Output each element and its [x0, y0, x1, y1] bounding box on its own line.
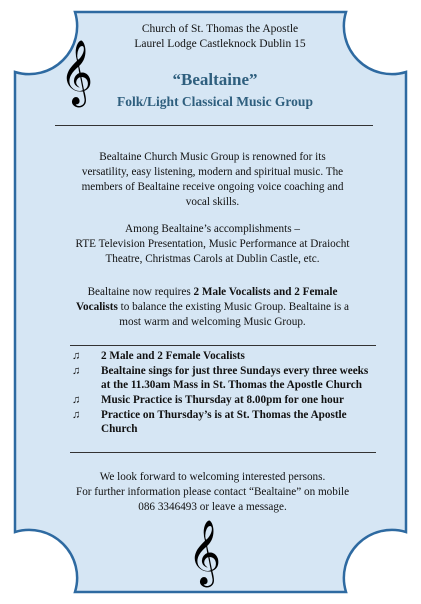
intro-line: versatility, easy listening, modern and spiritual music. The	[81, 166, 344, 178]
title-divider	[55, 125, 373, 126]
list-item	[68, 349, 378, 363]
church-name: Church of St. Thomas the Apostle	[141, 23, 299, 35]
requirement-line	[40, 300, 385, 315]
group-subtitle: Folk/Light Classical Music Group	[117, 94, 313, 109]
requirement-paragraph	[40, 285, 385, 330]
intro-line: members of Bealtaine receive ongoing voice coaching and	[81, 181, 344, 193]
list-item-text: 2 Male and 2 Female Vocalists	[101, 350, 245, 362]
intro-paragraph	[40, 150, 385, 210]
treble-clef-icon: 𝄞	[188, 520, 222, 585]
church-address: Laurel Lodge Castleknock Dublin 15	[134, 38, 306, 50]
accomplishments-line: Theatre, Christmas Carols at Dublin Castle, etc.	[105, 253, 320, 265]
intro-line: vocal skills.	[185, 196, 240, 208]
contact-paragraph	[40, 470, 385, 515]
list-divider-bottom	[70, 452, 376, 453]
requirement-lead: Bealtaine now requires	[87, 286, 194, 298]
accomplishments-line: RTE Television Presentation, Music Performance at Draiocht	[75, 238, 350, 250]
music-note-icon: ♫	[72, 394, 81, 406]
music-note-icon: ♫	[72, 409, 81, 421]
group-title: “Bealtaine”	[172, 70, 258, 89]
intro-line: Bealtaine Church Music Group is renowned for its	[99, 151, 326, 163]
requirement-highlight: 2 Male Vocalists and 2 Female	[193, 286, 338, 298]
music-note-icon: ♫	[72, 365, 81, 377]
requirement-line	[40, 285, 385, 300]
contact-line: We look forward to welcoming interested persons.	[99, 471, 326, 483]
list-item-text: Practice on Thursday’s is at St. Thomas the Apostle Church	[101, 409, 347, 435]
requirement-highlight: Vocalists	[75, 301, 118, 313]
list-item	[68, 393, 378, 407]
list-item	[68, 364, 378, 392]
list-item	[68, 408, 378, 436]
requirement-line: most warm and welcoming Music Group.	[119, 316, 306, 328]
list-item-text: Music Practice is Thursday at 8.00pm for one hour	[101, 394, 344, 406]
contact-line: 086 3346493 or leave a message.	[138, 501, 287, 513]
accomplishments-line: Among Bealtaine’s accomplishments –	[125, 223, 300, 235]
music-note-icon: ♫	[72, 350, 81, 362]
list-item-text: Bealtaine sings for just three Sundays every three weeks at the 11.30am Mass in St. Thomas the Apostle Church	[101, 365, 369, 391]
details-list	[68, 349, 378, 437]
contact-line: For further information please contact “Bealtaine” on mobile	[75, 486, 350, 498]
requirement-rest: to balance the existing Music Group. Bealtaine is a	[117, 301, 349, 313]
accomplishments-paragraph	[40, 222, 385, 267]
treble-clef-icon: 𝄞	[60, 40, 94, 105]
list-divider-top	[70, 345, 376, 346]
